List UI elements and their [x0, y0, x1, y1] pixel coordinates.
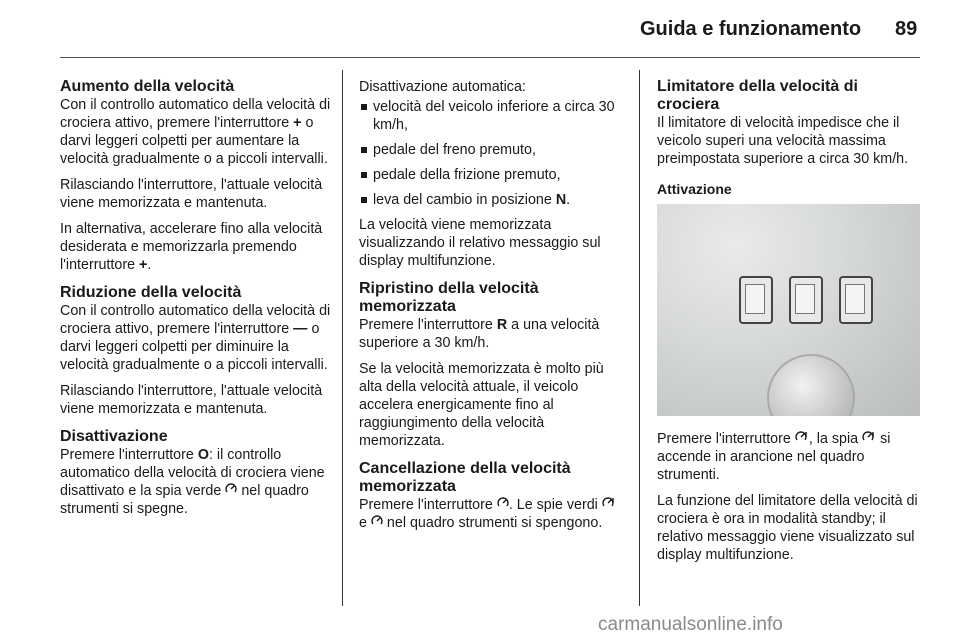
- column-divider-2: [639, 70, 640, 606]
- switch-panel-photo: [657, 204, 920, 416]
- page-number: 89: [895, 18, 918, 40]
- speed-limiter-icon: [602, 497, 616, 509]
- paragraph: Premere l'interruttore R a una velocità superiore a 30 km/h.: [359, 317, 600, 351]
- circle-icon: O: [197, 447, 209, 463]
- cruise-control-off-icon: [497, 497, 509, 509]
- paragraph: In alternativa, accelerare fino alla velocità desiderata e memorizzarla premendo l'interruttore +.: [60, 221, 323, 273]
- paragraph: Premere l'interruttore , la spia si accende in arancione nel quadro strumenti.: [657, 431, 891, 483]
- column-2: [359, 78, 627, 540]
- paragraph: Disattivazione automatica:: [359, 79, 526, 95]
- heading-cancellazione: Cancellazione della velocità memorizzata: [359, 460, 571, 495]
- paragraph: Premere l'interruttore O: il controllo automatico della velocità di crociera viene disattivato e la spia verde nel quadro strumenti si spegne.: [60, 447, 325, 517]
- paragraph: La funzione del limitatore della velocità di crociera è ora in modalità standby; il relativo messaggio viene visualizzato sul display multifunzione.: [657, 493, 918, 563]
- heading-aumento: Aumento della velocità: [60, 78, 235, 95]
- paragraph: Se la velocità memorizzata è molto più alta della velocità attuale, il veicolo accelera energicamente fino al raggiungimento della velocità memorizzata.: [359, 361, 604, 449]
- blank-switch: [839, 276, 873, 324]
- watermark: carmanualsonline.info: [598, 614, 783, 635]
- column-1: [60, 78, 332, 526]
- header-rule: [60, 57, 920, 58]
- paragraph: La velocità viene memorizzata visualizzando il relativo messaggio sul display multifunzione.: [359, 217, 601, 269]
- speed-limiter-switch: [739, 276, 773, 324]
- heading-limitatore: Limitatore della velocità di crociera: [657, 78, 858, 113]
- heading-riduzione: Riduzione della velocità: [60, 284, 242, 301]
- gear-knob: [767, 354, 855, 416]
- list-item: pedale del freno premuto,: [359, 141, 627, 159]
- plus-icon: +: [139, 257, 148, 273]
- speed-limiter-icon: [795, 431, 809, 443]
- list-item: velocità del veicolo inferiore a circa 30 km/h,: [359, 98, 627, 134]
- paragraph: Rilasciando l'interruttore, l'attuale velocità viene memorizzata e mantenuta.: [60, 383, 323, 417]
- paragraph: Con il controllo automatico della velocità di crociera attivo, premere l'interruttore — o darvi leggeri colpetti per diminuire la velocità gradualmente o a piccoli intervalli.: [60, 303, 331, 373]
- paragraph: Premere l'interruttore . Le spie verdi e nel quadro strumenti si spengono.: [359, 496, 627, 532]
- header-title: Guida e funzionamento: [640, 18, 862, 40]
- column-3: [657, 78, 923, 572]
- heading-attivazione: Attivazione: [657, 181, 732, 197]
- column-divider-1: [342, 70, 343, 606]
- blank-switch: [789, 276, 823, 324]
- speed-limiter-icon: [862, 431, 876, 443]
- minus-icon: —: [293, 321, 308, 337]
- cruise-control-off-icon: [225, 483, 237, 495]
- bullet-list: [359, 98, 627, 209]
- paragraph: Rilasciando l'interruttore, l'attuale velocità viene memorizzata e mantenuta.: [60, 177, 323, 211]
- list-item: pedale della frizione premuto,: [359, 166, 627, 184]
- paragraph: Con il controllo automatico della velocità di crociera attivo, premere l'interruttore + o darvi leggeri colpetti per aumentare la velocità gradualmente o a piccoli intervalli.: [60, 97, 331, 167]
- heading-ripristino: Ripristino della velocità memorizzata: [359, 280, 539, 315]
- paragraph: Il limitatore di velocità impedisce che il veicolo superi una velocità massima preimpostata superiore a circa 30 km/h.: [657, 115, 909, 167]
- cruise-control-off-icon: [371, 515, 383, 527]
- plus-icon: +: [293, 115, 302, 131]
- list-item: leva del cambio in posizione N.: [359, 191, 627, 209]
- heading-disattivazione: Disattivazione: [60, 428, 168, 445]
